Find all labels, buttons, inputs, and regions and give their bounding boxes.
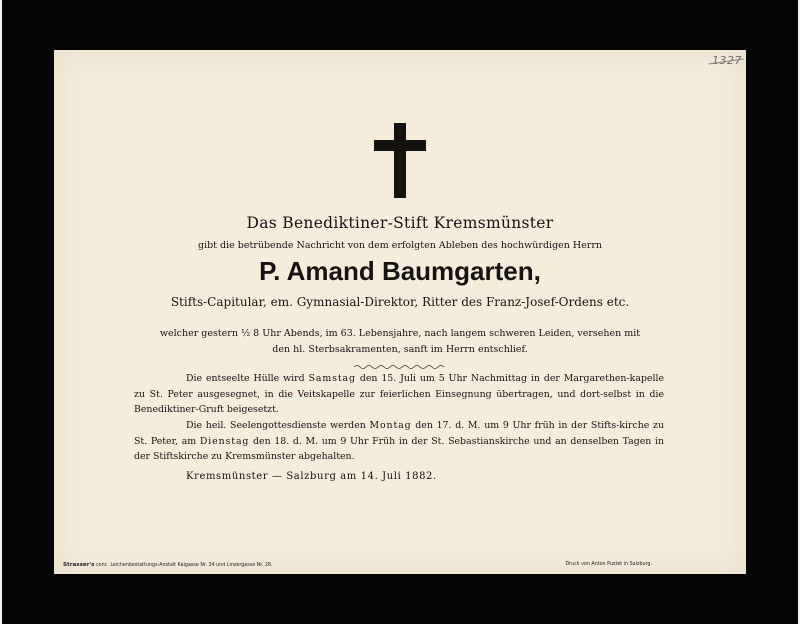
deceased-name: P. Amand Baumgarten, xyxy=(259,256,541,286)
masses-text-mid: den 17. d. M. um 9 Uhr früh in der Stifts-kirche zu St. Peter, am xyxy=(134,420,664,447)
burial-text-pre: Die entseelte Hülle wird xyxy=(186,373,309,384)
death-statement-line1: welcher gestern ½ 8 Uhr Abends, im 63. Lebensjahre, nach langem schweren Leiden, versehen mit xyxy=(159,328,641,339)
archive-number: 1327 xyxy=(712,54,742,67)
cross-icon xyxy=(374,123,426,198)
masses-day2: Dienstag xyxy=(199,435,250,447)
notice-heading: Das Benediktiner-Stift Kremsmünster xyxy=(246,214,554,232)
notice-intro: gibt die betrübende Nachricht von dem erfolgten Ableben des hochwürdigen Herrn xyxy=(197,240,603,251)
footer-undertaker-text: conc. Leichenbestattungs-Anstalt Kaigasse Nr. 34 und Linzergasse Nr. 28. xyxy=(94,563,273,568)
death-statement xyxy=(54,326,746,358)
divider-flourish xyxy=(354,364,446,370)
masses-day1: Montag xyxy=(369,420,412,431)
masses-text-pre: Die heil. Seelengottesdienste werden xyxy=(186,420,370,431)
footer-undertaker-brand: Strasser's xyxy=(63,562,95,568)
death-statement-line2: den hl. Sterbsakramenten, sanft im Herrn entschlief. xyxy=(272,344,528,355)
footer-undertaker xyxy=(63,562,272,568)
burial-text-post: den 15. Juli um 5 Uhr Nachmittag in der Margarethen-kapelle zu St. Peter ausgesegnet, in die Veitskapelle zur feierlichen Einsegnung übertragen, und dort-selbst in die Benediktiner-Gruft beigesetzt. xyxy=(134,373,664,415)
masses-text-post: den 18. d. M. um 9 Uhr Früh in der St. Sebastianskirche und an denselben Tagen in der Stiftskirche zu Kremsmünster abgehalten. xyxy=(134,435,664,462)
masses-paragraph xyxy=(134,418,664,465)
burial-day: Samstag xyxy=(308,373,356,384)
deceased-titles: Stifts-Capitular, em. Gymnasial-Direktor, Ritter des Franz-Josef-Ordens etc. xyxy=(170,295,630,309)
burial-paragraph xyxy=(134,371,664,418)
death-notice-sheet xyxy=(54,50,746,574)
footer-printer: Druck von Anton Pustet in Salzburg. xyxy=(565,562,652,567)
place-and-date: Kremsmünster — Salzburg am 14. Juli 1882. xyxy=(186,471,437,482)
